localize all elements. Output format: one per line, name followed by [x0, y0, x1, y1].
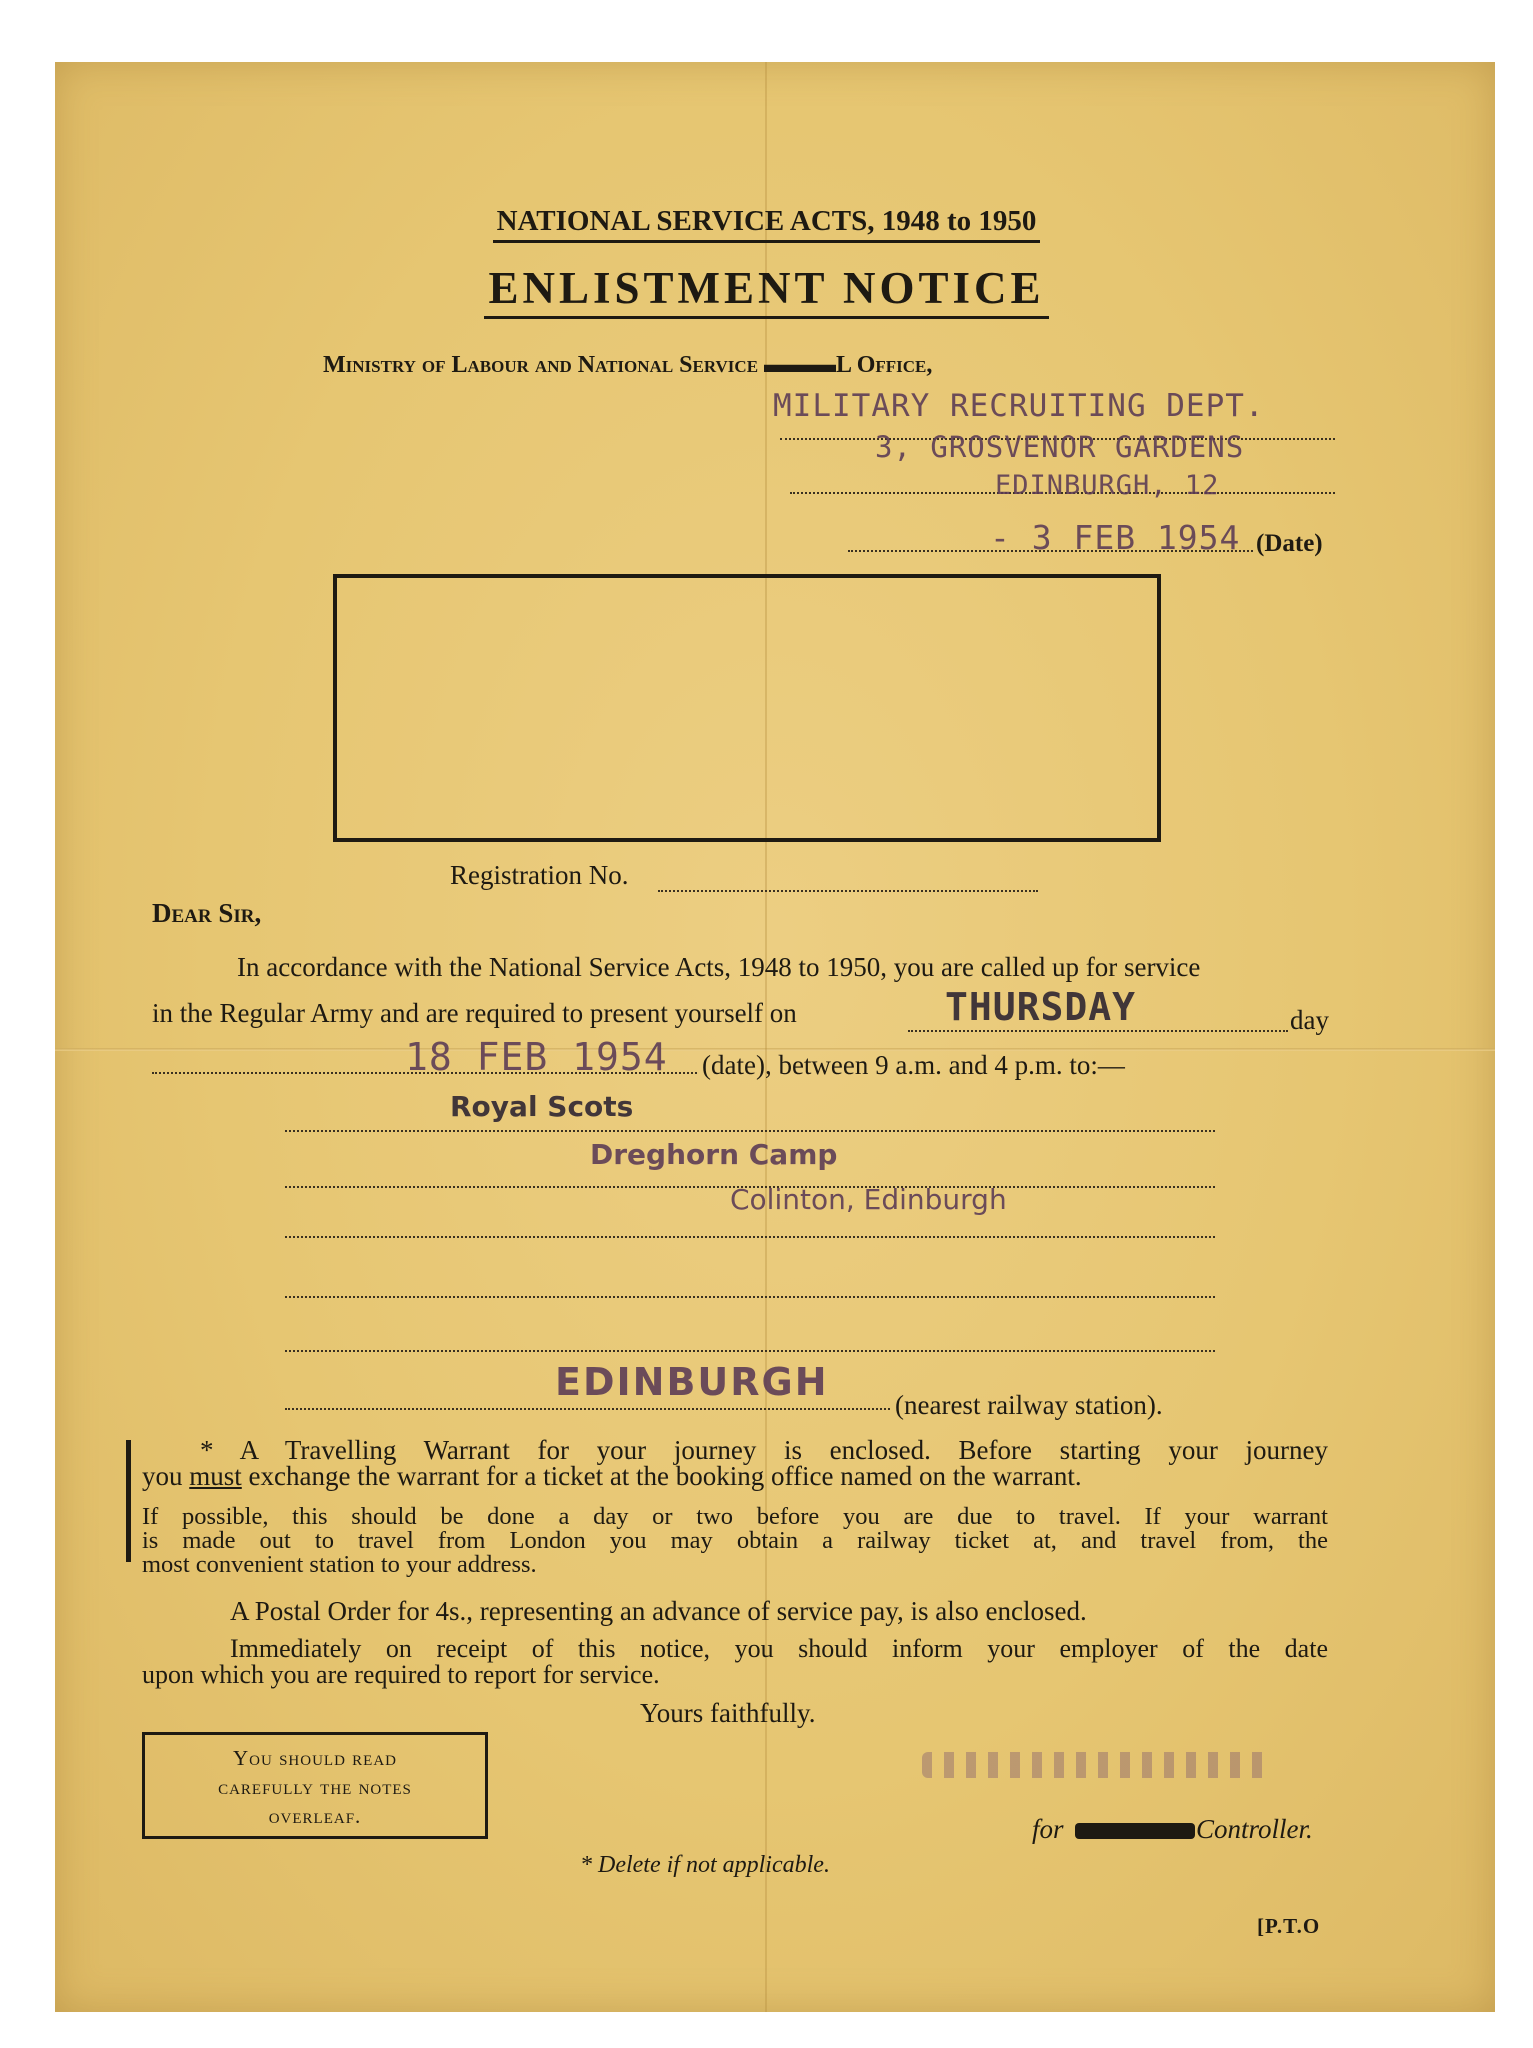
- station-label: (nearest railway station).: [895, 1390, 1163, 1420]
- notes-line-3: overleaf.: [268, 1804, 362, 1828]
- para1-line-1: In accordance with the National Service Acts, 1948 to 1950, you are called up for service: [237, 952, 1201, 982]
- registration-dotted-line: [658, 890, 1038, 892]
- date-label: (Date): [1256, 530, 1323, 557]
- closing: Yours faithfully.: [640, 1698, 816, 1728]
- day-label: day: [1290, 1005, 1329, 1035]
- registration-label: Registration No.: [450, 860, 629, 890]
- read-notes-box: [142, 1732, 488, 1839]
- office-stamp-line-1: MILITARY RECRUITING DEPT.: [773, 388, 1265, 424]
- office-stamp-line-3: EDINBURGH, 12: [995, 470, 1220, 501]
- address-dotted-line-3: [285, 1236, 1215, 1238]
- ministry-line: Ministry of Labour and National Service ▬▬▬L Office,: [323, 352, 933, 378]
- warrant-line-3: If possible, this should be done a day or two before you are due to travel. If your warrant: [142, 1503, 1328, 1530]
- warrant-line-4: is made out to travel from London you may obtain a railway ticket at, and travel from, the: [142, 1527, 1328, 1554]
- warrant-line-5: most convenient station to your address.: [142, 1551, 537, 1578]
- report-date-stamp: 18 FEB 1954: [405, 1035, 668, 1079]
- acts-heading: NATIONAL SERVICE ACTS, 1948 to 1950: [0, 205, 1533, 238]
- redaction-mark: [1075, 1823, 1195, 1839]
- day-dotted-line: [908, 1030, 1288, 1032]
- postal-order-line: A Postal Order for 4s., representing an advance of service pay, is also enclosed.: [230, 1596, 1087, 1626]
- address-dotted-line-1: [285, 1130, 1215, 1132]
- emphasis-must: must: [189, 1461, 242, 1491]
- para1-line-2: in the Regular Army and are required to present yourself on: [152, 998, 797, 1028]
- margin-bar: [126, 1440, 131, 1562]
- address-window: [333, 574, 1161, 842]
- station-dotted-line: [285, 1408, 890, 1410]
- report-date-label: (date), between 9 a.m. and 4 p.m. to:—: [702, 1050, 1125, 1080]
- notice-title: ENLISTMENT NOTICE: [0, 262, 1533, 314]
- unit-name: Royal Scots: [450, 1090, 634, 1123]
- employer-line-2: upon which you are required to report for service.: [142, 1660, 660, 1689]
- notes-line-1: You should read: [233, 1746, 397, 1770]
- notes-line-2: carefully the notes: [218, 1775, 412, 1799]
- office-stamp-line-2: 3, GROSVENOR GARDENS: [875, 430, 1245, 464]
- salutation: Dear Sir,: [152, 898, 262, 928]
- railway-station-stamp: EDINBURGH: [555, 1360, 829, 1404]
- pto-mark: [P.T.O: [1257, 1914, 1321, 1938]
- address-dotted-line-5: [285, 1350, 1215, 1352]
- report-day-stamp: THURSDAY: [945, 985, 1137, 1029]
- warrant-line-2: you must exchange the warrant for a ticket at the booking office named on the warrant.: [142, 1461, 1082, 1491]
- issue-date-stamp: - 3 FEB 1954: [990, 518, 1241, 557]
- camp-location: Colinton, Edinburgh: [730, 1183, 1007, 1216]
- signature-for-label: for: [1032, 1814, 1064, 1844]
- delete-footnote: * Delete if not applicable.: [580, 1852, 830, 1878]
- faint-signature-stamp: [922, 1752, 1272, 1778]
- camp-name: Dreghorn Camp: [590, 1138, 838, 1171]
- signature-controller-label: Controller.: [1196, 1814, 1313, 1844]
- address-dotted-line-4: [285, 1296, 1215, 1298]
- employer-line-1: Immediately on receipt of this notice, you should inform your employer of the date: [230, 1634, 1328, 1663]
- warrant-line-1: * A Travelling Warrant for your journey is enclosed. Before starting your journey: [200, 1435, 1328, 1465]
